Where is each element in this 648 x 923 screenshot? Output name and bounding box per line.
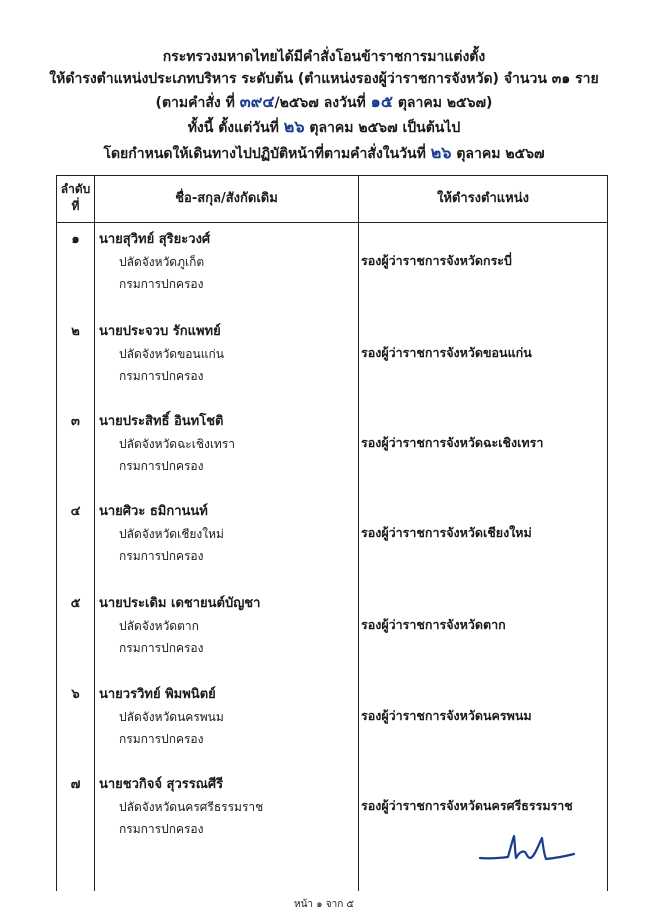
order-month: ตุลาคม ๒๕๖๗) [397, 95, 493, 111]
effective-prefix: ทั้งนี้ ตั้งแต่วันที่ [187, 120, 279, 136]
old-position: ปลัดจังหวัดฉะเชิงเทรา [119, 437, 236, 451]
department: กรมการปกครอง [119, 822, 204, 836]
row-number: ๒ [71, 324, 80, 339]
department: กรมการปกครอง [119, 732, 204, 746]
column-header-no [57, 181, 94, 215]
page-number: หน้า ๑ จาก ๕ [293, 899, 355, 910]
person-name: นายศิวะ ธมิกานนท์ [99, 504, 208, 519]
department: กรมการปกครอง [119, 549, 204, 563]
person-name: นายชวกิจจ์ สุวรรณศีรี [99, 777, 224, 792]
old-position: ปลัดจังหวัดนครพนม [119, 710, 224, 724]
column-header-name: ชื่อ-สกุล/สังกัดเดิม [175, 191, 278, 206]
department: กรมการปกครอง [119, 641, 204, 655]
new-position: รองผู้ว่าราชการจังหวัดเชียงใหม่ [361, 525, 532, 540]
department: กรมการปกครอง [119, 277, 204, 291]
new-position: รองผู้ว่าราชการจังหวัดกระบี่ [361, 253, 512, 268]
heading-line-1: กระทรวงมหาดไทยได้มีคำสั่งโอนข้าราชการมาแต่งตั้ง [162, 49, 486, 65]
table-row [57, 413, 607, 505]
travel-prefix: โดยกำหนดให้เดินทางไปปฏิบัติหน้าที่ตามคำสั่งในวันที่ [103, 146, 426, 162]
person-name: นายประสิทธิ์ อินทโชติ [99, 414, 224, 429]
order-year: /๒๕๖๗ ลงวันที่ [274, 95, 366, 111]
department: กรมการปกครอง [119, 459, 204, 473]
row-number: ๕ [70, 596, 81, 611]
new-position: รองผู้ว่าราชการจังหวัดนครพนม [361, 708, 532, 723]
row-number: ๖ [71, 687, 80, 702]
table-row [57, 686, 607, 778]
order-number: ๓๙๔ [239, 92, 275, 111]
table-header [57, 176, 607, 223]
new-position: รองผู้ว่าราชการจังหวัดฉะเชิงเทรา [361, 435, 544, 450]
old-position: ปลัดจังหวัดตาก [119, 619, 199, 633]
old-position: ปลัดจังหวัดภูเก็ต [119, 255, 205, 269]
person-name: นายประเดิม เดชายนต์บัญชา [99, 596, 261, 611]
effective-day: ๒๖ [283, 117, 305, 136]
person-name: นายประจวบ รักแพทย์ [99, 324, 221, 339]
heading-line-2: ให้ดำรงตำแหน่งประเภทบริหาร ระดับต้น (ตำแหน่งรองผู้ว่าราชการจังหวัด) จำนวน ๓๑ ราย [49, 71, 599, 87]
row-number: ๔ [70, 504, 81, 519]
table-row [57, 595, 607, 687]
column-header-position: ให้ดำรงตำแหน่ง [437, 191, 529, 206]
table-row [57, 503, 607, 595]
heading-line-3 [0, 93, 648, 112]
order-day: ๑๕ [370, 92, 393, 111]
table-row [57, 323, 607, 415]
new-position: รองผู้ว่าราชการจังหวัดขอนแก่น [361, 345, 532, 360]
appointment-table [56, 175, 608, 891]
person-name: นายสุวิทย์ สุริยะวงศ์ [99, 232, 211, 247]
signature-stroke [480, 836, 574, 859]
heading-line-5 [0, 144, 648, 163]
column-header-no-line2: ที่ [71, 199, 80, 213]
heading-line-4 [0, 118, 648, 137]
row-number: ๑ [71, 232, 80, 247]
column-header-no-line1: ลำดับ [60, 182, 91, 196]
person-name: นายวรวิทย์ พิมพนิตย์ [99, 687, 216, 702]
old-position: ปลัดจังหวัดนครศรีธรรมราช [119, 800, 264, 814]
new-position: รองผู้ว่าราชการจังหวัดนครศรีธรรมราช [361, 798, 573, 813]
signature-icon [470, 828, 580, 868]
old-position: ปลัดจังหวัดเชียงใหม่ [119, 527, 224, 541]
old-position: ปลัดจังหวัดขอนแก่น [119, 347, 224, 361]
order-prefix: (ตามคำสั่ง ที่ [155, 95, 235, 111]
department: กรมการปกครอง [119, 369, 204, 383]
row-number: ๗ [70, 777, 81, 792]
travel-suffix: ตุลาคม ๒๕๖๗ [456, 146, 545, 162]
row-number: ๓ [71, 414, 80, 429]
new-position: รองผู้ว่าราชการจังหวัดตาก [361, 617, 506, 632]
effective-suffix: ตุลาคม ๒๕๖๗ เป็นต้นไป [309, 120, 461, 136]
table-row [57, 231, 607, 323]
travel-day: ๒๖ [430, 143, 452, 162]
